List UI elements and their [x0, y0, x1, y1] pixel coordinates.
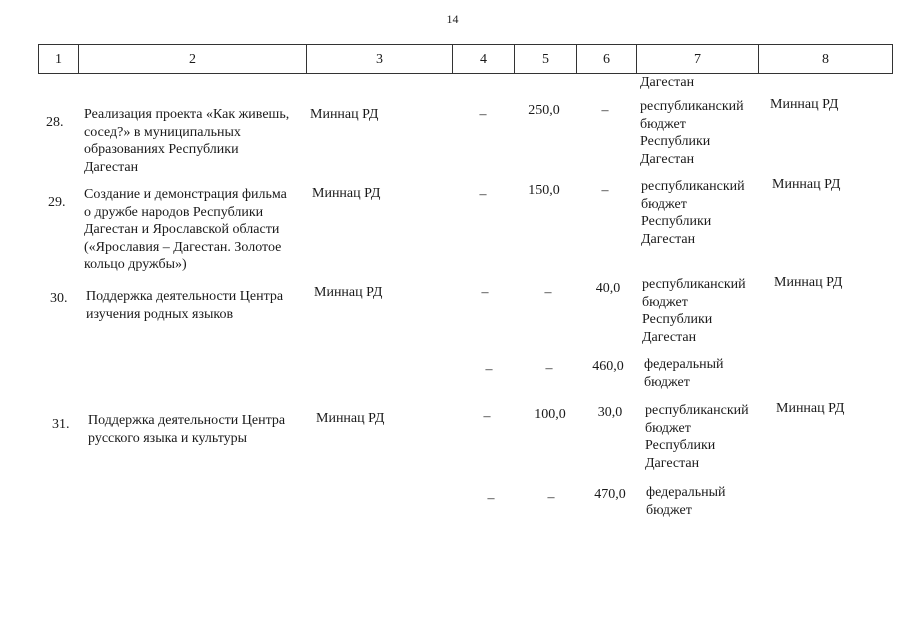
responsible-body: Миннац РД: [312, 186, 381, 201]
activity-table: [38, 34, 893, 518]
row-number: 29.: [48, 195, 66, 210]
responsible-body: Миннац РД: [314, 285, 383, 300]
value-col6: –: [601, 183, 609, 198]
value-col6: 460,0: [592, 359, 624, 374]
value-col6: 30,0: [597, 405, 623, 420]
funding-source: республиканский бюджет Республики Дагестан: [642, 277, 746, 345]
row-number: 31.: [52, 417, 70, 432]
value-col4: –: [479, 187, 487, 202]
value-col6: –: [601, 103, 609, 118]
value-col4: –: [479, 107, 487, 122]
funding-source: республиканский бюджет Республики Дагестан: [640, 99, 744, 167]
row-number: 28.: [46, 115, 64, 130]
header-cell-5: 5: [514, 44, 576, 74]
table-header-row: [38, 34, 893, 76]
funding-source: федеральный бюджет: [644, 357, 724, 390]
executor: Миннац РД: [774, 275, 843, 290]
value-col5: –: [544, 285, 552, 300]
value-col5: –: [545, 361, 553, 376]
value-col4: –: [485, 362, 493, 377]
executor: Миннац РД: [770, 97, 839, 112]
funding-source: республиканский бюджет Республики Дагестан: [641, 179, 745, 247]
header-cell-2: 2: [78, 44, 306, 74]
value-col6: 40,0: [595, 281, 621, 296]
activity-title: Реализация проекта «Как живешь, сосед?» в муниципальных образованиях Республики Дагестан: [84, 107, 290, 175]
header-cell-3: 3: [306, 44, 452, 74]
value-col6: 470,0: [594, 487, 626, 502]
row-number: 30.: [50, 291, 68, 306]
page-number: 14: [446, 12, 459, 26]
executor: Миннац РД: [772, 177, 841, 192]
activity-title: Поддержка деятельности Центра изучения родных языков: [86, 289, 284, 322]
activity-title: Создание и демонстрация фильма о дружбе народов Республики Дагестан и Ярославской области («Ярославия – Дагестан. Золотое кольцо дружбы»): [84, 187, 287, 272]
funding-source: федеральный бюджет: [646, 485, 726, 518]
value-col4: –: [481, 285, 489, 300]
funding-source: республиканский бюджет Республики Дагестан: [645, 403, 749, 471]
value-col4: –: [487, 491, 495, 506]
header-cell-8: 8: [758, 44, 893, 74]
value-col5: 250,0: [528, 103, 560, 118]
value-col5: 150,0: [528, 183, 560, 198]
header-cell-6: 6: [576, 44, 636, 74]
value-col4: –: [483, 409, 491, 424]
header-cell-1: 1: [38, 44, 78, 74]
value-col5: –: [547, 490, 555, 505]
value-col5: 100,0: [534, 407, 566, 422]
carry-over-source: Дагестан: [640, 75, 695, 90]
responsible-body: Миннац РД: [310, 107, 379, 122]
header-cell-7: 7: [636, 44, 758, 74]
header-cell-4: 4: [452, 44, 514, 74]
responsible-body: Миннац РД: [316, 411, 385, 426]
executor: Миннац РД: [776, 401, 845, 416]
activity-title: Поддержка деятельности Центра русского языка и культуры: [88, 413, 286, 446]
